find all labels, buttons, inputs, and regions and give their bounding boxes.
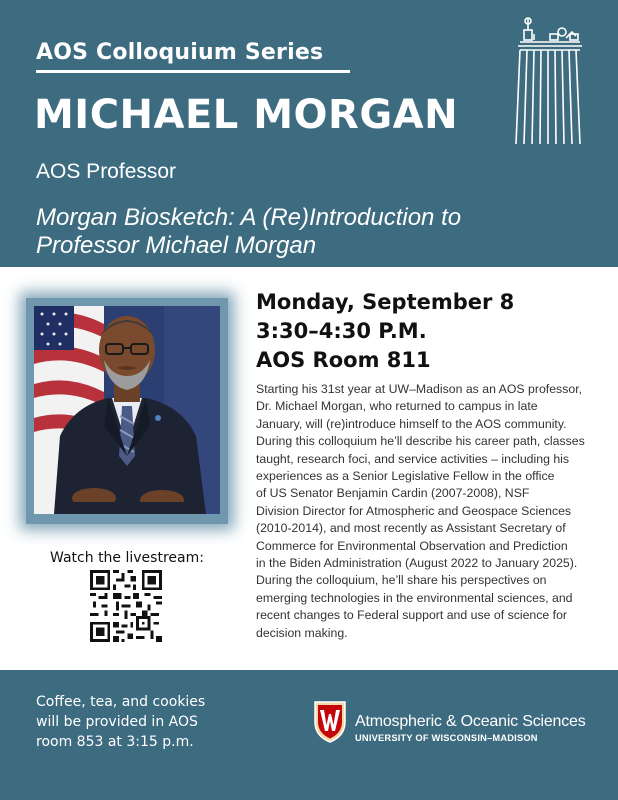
description-line: During this colloquium he’ll describe his career path, classes xyxy=(256,434,585,449)
university-name: UNIVERSITY OF WISCONSIN–MADISON xyxy=(355,733,538,743)
series-title: AOS Colloquium Series xyxy=(36,40,324,65)
event-time: 3:30–4:30 P.M. xyxy=(256,319,427,343)
description-line: During the colloquium, he’ll share his perspectives on xyxy=(256,573,547,588)
aos-building-icon xyxy=(512,16,584,146)
header-banner xyxy=(0,0,618,267)
event-date: Monday, September 8 xyxy=(256,290,515,314)
description-line: experiences as a Senior Legislative Fellow in the office xyxy=(256,469,555,484)
description-line: taught, research foci, and service activities – including his xyxy=(256,451,570,466)
description-line: January, will (re)introduce himself to the AOS community. xyxy=(256,416,567,431)
speaker-role: AOS Professor xyxy=(36,160,177,183)
description-line: Commerce for Environmental Observation and Prediction xyxy=(256,538,568,553)
refreshments-line-1: Coffee, tea, and cookies xyxy=(36,694,206,710)
qr-code-icon[interactable] xyxy=(90,570,162,642)
speaker-photo-frame xyxy=(26,298,228,524)
talk-title-line-2: Professor Michael Morgan xyxy=(36,232,317,259)
uw-crest-icon xyxy=(313,700,347,744)
talk-title-line-1: Morgan Biosketch: A (Re)Introduction to xyxy=(36,204,462,231)
talk-title xyxy=(36,204,596,260)
description-line: recent changes to Federal support and use of science for xyxy=(256,608,568,623)
department-name: Atmospheric & Oceanic Sciences xyxy=(355,713,586,730)
refreshments-line-2: will be provided in AOS xyxy=(36,714,198,730)
speaker-name: MICHAEL MORGAN xyxy=(34,92,459,138)
refreshments-note xyxy=(36,692,246,752)
footer-banner xyxy=(0,670,618,800)
description-line: Dr. Michael Morgan, who returned to campus in late xyxy=(256,399,538,414)
series-title-underline xyxy=(36,70,350,73)
event-location: AOS Room 811 xyxy=(256,348,431,372)
speaker-photo xyxy=(34,306,220,514)
event-details xyxy=(256,288,514,375)
refreshments-line-3: room 853 at 3:15 p.m. xyxy=(36,734,194,750)
description-line: emerging technologies in the environmental sciences, and xyxy=(256,590,573,605)
description-line: of US Senator Benjamin Cardin (2007-2008), NSF xyxy=(256,486,530,501)
livestream-label: Watch the livestream: xyxy=(50,550,204,566)
description-line: decision making. xyxy=(256,625,348,640)
description-line: (2010-2014), and most recently as Assistant Secretary of xyxy=(256,521,566,536)
description-line: Starting his 31st year at UW–Madison as an AOS professor, xyxy=(256,382,583,396)
talk-description xyxy=(256,381,604,642)
description-line: Division Director for Atmospheric and Geospace Sciences xyxy=(256,503,572,518)
description-line: in the Biden Administration (August 2022 to January 2025). xyxy=(256,556,578,571)
